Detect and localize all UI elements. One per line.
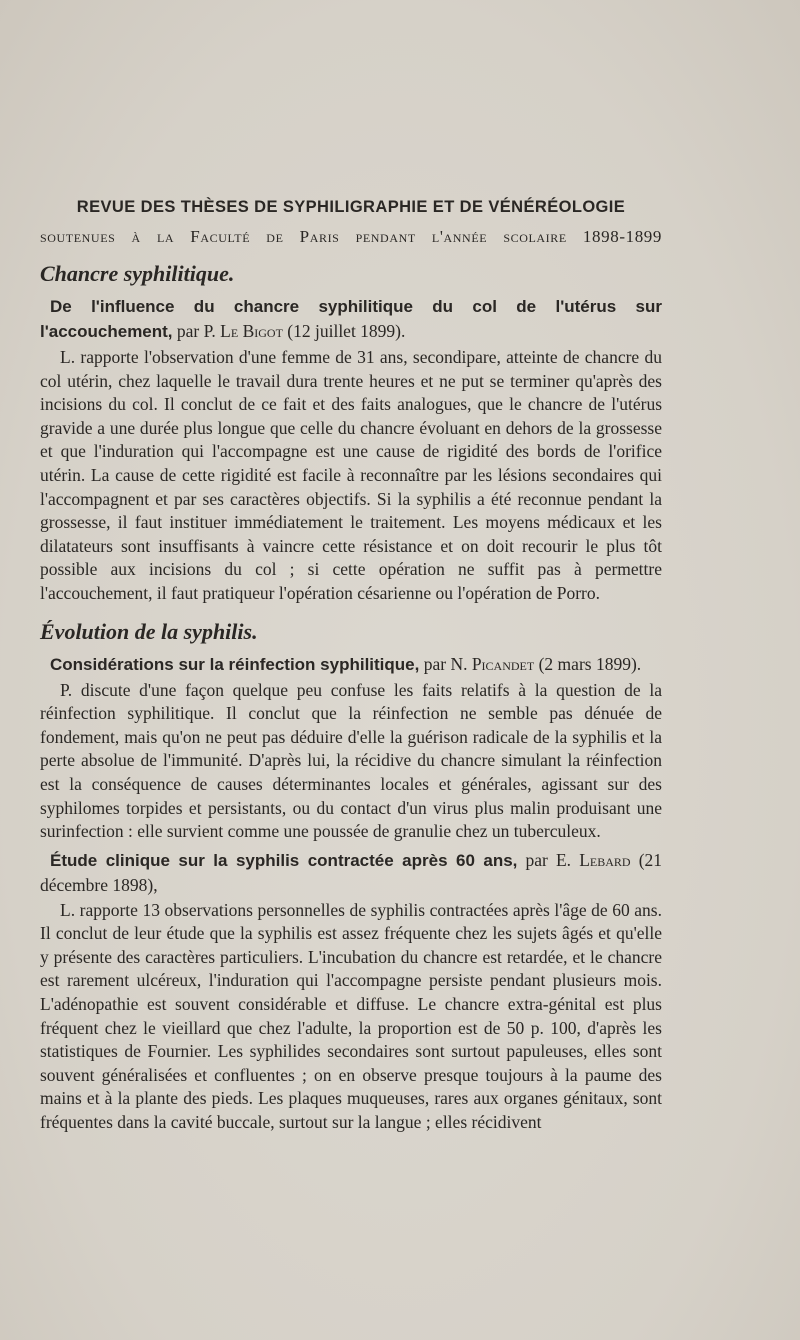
thesis-date: (2 mars 1899). bbox=[538, 653, 642, 674]
author-name: Picandet bbox=[471, 653, 535, 674]
section-heading-chancre: Chancre syphilitique. bbox=[40, 261, 235, 286]
entry-title bbox=[40, 848, 662, 897]
byline: par E. bbox=[525, 849, 572, 870]
byline: par P. bbox=[176, 321, 216, 341]
thesis-title: Considérations sur la réinfection syphilitique, bbox=[50, 654, 420, 674]
author-name: Lebard bbox=[579, 849, 631, 870]
page-content bbox=[40, 196, 662, 1139]
thesis-title: Étude clinique sur la syphilis contractée après 60 ans, bbox=[50, 850, 518, 870]
section-heading-evolution: Évolution de la syphilis. bbox=[40, 618, 258, 644]
thesis-date: (12 juillet 1899). bbox=[287, 321, 406, 341]
entry-title bbox=[40, 652, 662, 677]
thesis-title: De l'influence du chancre syphilitique du col de l'utérus sur l'accouchement, bbox=[40, 297, 662, 341]
byline: par N. bbox=[423, 653, 468, 674]
entry-body: L. rapporte 13 observations personnelles de syphilis contractées après l'âge de 60 ans. Il conclut de leur étude que la syphilis est assez fréquente chez les sujets âgés et qu'elle y présente des caractères particuliers. L'incubation du chancre est retardée, et le chancre est rarement ulcéreux, l'induration qui l'accompagne persiste pendant plusieurs mois. L'adénopathie est souvent considérable et diffuse. Le chancre extra-génital est plus fréquent chez le vieillard que chez l'adulte, la proportion est de 50 p. 100, d'après les statistiques de Fournier. Les syphilides secondaires sont surtout papuleuses, elles sont souvent généralisées et confluentes ; on en observe presque toujours à la paume des mains et à la plante des pieds. Les plaques muqueuses, rares aux organes génitaux, sont fréquentes dans la cavité buccale, surtout sur la langue ; elles récidivent bbox=[40, 899, 662, 1133]
entry-body: L. rapporte l'observation d'une femme de 31 ans, secondipare, atteinte de chancre du col utérin, chez laquelle le travail dura trente heures et ne put se terminer qu'après des incisions du col. Il conclut de ce fait et des faits analogues, que le chancre de l'utérus gravide a une durée plus longue que celle du chancre évoluant en dehors de la grossesse et que l'induration qui l'accompagne est une cause de rigidité des bords de l'orifice utérin. La cause de cette rigidité est facile à reconnaître par les lésions secondaires qui l'accompagnent et par ses caractères objectifs. Si la syphilis a été reconnue pendant la grossesse, il faut instituer immédiatement le traitement. Les moyens médicaux et les dilatateurs sont insuffisants à vaincre cette résistance et on doit recourir le plus tôt possible aux incisions du col ; si cette opération ne suffit pas à permettre l'accouchement, il faut pratiqueur l'opération césarienne ou l'opération de Porro. bbox=[40, 347, 662, 603]
author-name: Le Bigot bbox=[220, 321, 283, 341]
thesis-date: (21 décembre 1898), bbox=[40, 849, 663, 895]
entry-body: P. discute d'une façon quelque peu confuse les faits relatifs à la question de la réinfection syphilitique. Il conclut que la réinfection ne semble pas dénuée de fondement, mais qu'on ne peut pas déduire d'elle la guérison radicale de la syphilis et la perte absolue de l'immunité. D'après lui, la récidive du chancre simulant la réinfection est la conséquence de causes déterminantes locales et générales, agissant sur des syphilomes torpides et persistants, ou du contact d'un virus plus malin produisant une surinfection : elle survient comme une poussée de granulie chez un tuberculeux. bbox=[40, 679, 662, 842]
page-heading: REVUE DES THÈSES DE SYPHILIGRAPHIE ET DE VÉNÉRÉOLOGIE bbox=[76, 198, 626, 216]
page-subheading: soutenues à la Faculté de Paris pendant l'année scolaire 1898-1899 bbox=[40, 227, 662, 246]
entry-title bbox=[40, 294, 662, 344]
